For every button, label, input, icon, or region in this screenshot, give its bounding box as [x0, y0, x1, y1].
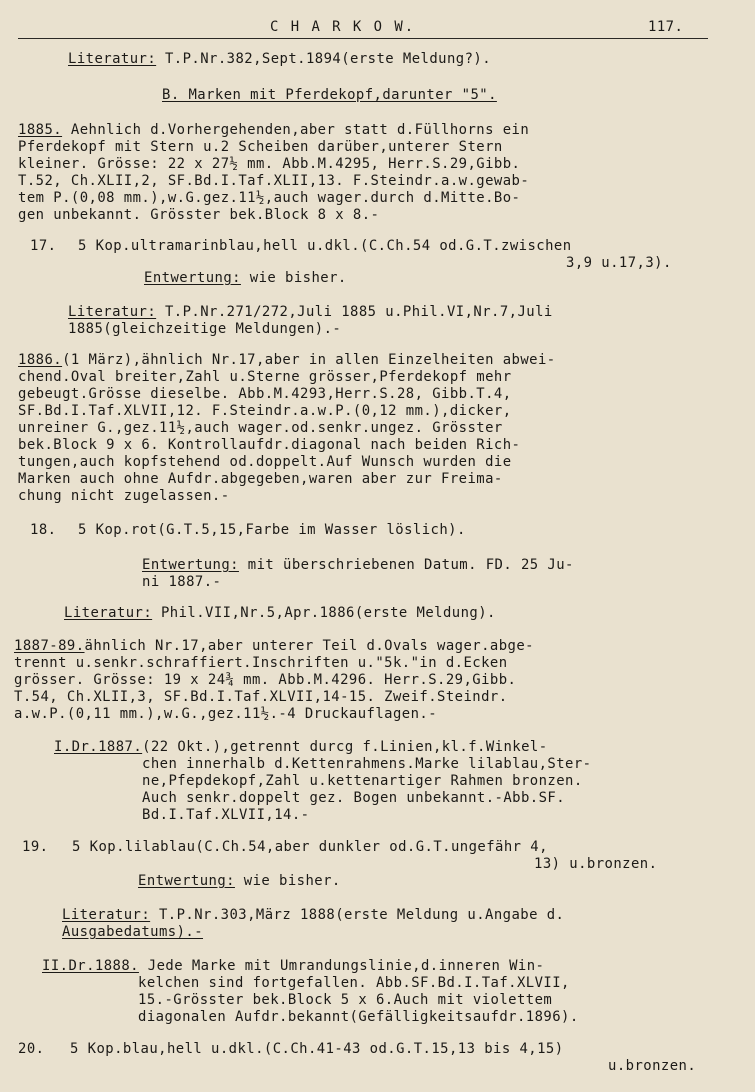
stamp-17-description: 5 Kop.ultramarinblau,hell u.dkl.(C.Ch.54 od.G.T.zwischen	[78, 238, 572, 254]
literature-2-cont: 1885(gleichzeitige Meldungen).-	[68, 321, 342, 337]
print-run-label: II.Dr.1888.	[42, 958, 139, 974]
stamp-19-cancellation: Entwertung: wie bisher.	[138, 873, 341, 889]
issue-1885-line-4: T.52, Ch.XLII,2, SF.Bd.I.Taf.XLII,13. F.Steindr.a.w.gewab-	[18, 173, 530, 189]
literature-label: Literatur:	[68, 304, 157, 320]
page-header-title: C H A R K O W.	[270, 19, 416, 35]
stamp-20-number: 20.	[18, 1041, 45, 1057]
issue-1886-line-2: chend.Oval breiter,Zahl u.Sterne grösser,Pferdekopf mehr	[18, 369, 512, 385]
stamp-19-description: 5 Kop.lilablau(C.Ch.54,aber dunkler od.G.T.ungefähr 4,	[72, 839, 548, 855]
section-heading: B. Marken mit Pferdekopf,darunter "5".	[162, 87, 497, 103]
literature-4-cont: Ausgabedatums).-	[62, 924, 204, 940]
stamp-17-number: 17.	[30, 238, 57, 254]
stamp-17-cancellation: Entwertung: wie bisher.	[144, 270, 347, 286]
issue-year: 1886.	[18, 352, 63, 368]
issue-1886-line-6: bek.Block 9 x 6. Kontrollaufdr.diagonal nach beiden Rich-	[18, 437, 521, 453]
stamp-18-description: 5 Kop.rot(G.T.5,15,Farbe im Wasser löslich).	[78, 522, 466, 538]
page-number: 117.	[648, 19, 684, 35]
literature-label: Literatur:	[64, 605, 153, 621]
print-run-2-line-1: II.Dr.1888. Jede Marke mit Umrandungslinie,d.inneren Win-	[42, 958, 545, 974]
print-run-1-line-1: I.Dr.1887.(22 Okt.),getrennt durcg f.Linien,kl.f.Winkel-	[54, 739, 548, 755]
stamp-17-description-cont: 3,9 u.17,3).	[566, 255, 672, 271]
issue-1886-line-5: unreiner G.,gez.11½,auch wager.od.senkr.ungez. Grösster	[18, 420, 503, 436]
print-run-1-line-3: ne,Pfepdekopf,Zahl u.kettenartiger Rahmen bronzen.	[142, 773, 583, 789]
cancellation-label: Entwertung:	[138, 873, 235, 889]
literature-4: Literatur: T.P.Nr.303,März 1888(erste Meldung u.Angabe d.	[62, 907, 565, 923]
issue-1887-line-1: 1887-89.ähnlich Nr.17,aber unterer Teil d.Ovals wager.abge-	[14, 638, 534, 654]
stamp-20-description: 5 Kop.blau,hell u.dkl.(C.Ch.41-43 od.G.T.15,13 bis 4,15)	[70, 1041, 564, 1057]
issue-1886-line-4: SF.Bd.I.Taf.XLVII,12. F.Steindr.a.w.P.(0,12 mm.),dicker,	[18, 403, 512, 419]
issue-1885-line-2: Pferdekopf mit Stern u.2 Scheiben darüber,unterer Stern	[18, 139, 503, 155]
header-rule	[18, 38, 708, 39]
issue-1885-line-1: 1885. Aehnlich d.Vorhergehenden,aber statt d.Füllhorns ein	[18, 122, 530, 138]
stamp-19-number: 19.	[22, 839, 49, 855]
issue-1885-line-3: kleiner. Grösse: 22 x 27½ mm. Abb.M.4295, Herr.S.29,Gibb.	[18, 156, 521, 172]
issue-1886-line-3: gebeugt.Grösse dieselbe. Abb.M.4293,Herr.S.28, Gibb.T.4,	[18, 386, 512, 402]
issue-1885-line-5: tem P.(0,08 mm.),w.G.gez.11½,auch wager.durch d.Mitte.Bo-	[18, 190, 521, 206]
issue-1886-line-7: tungen,auch kopfstehend od.doppelt.Auf Wunsch wurden die	[18, 454, 512, 470]
stamp-18-cancellation-cont: ni 1887.-	[142, 574, 222, 590]
issue-1886-line-8: Marken auch ohne Aufdr.abgegeben,waren aber zur Freima-	[18, 471, 503, 487]
literature-1	[68, 50, 491, 68]
issue-1887-line-4: T.54, Ch.XLII,3, SF.Bd.I.Taf.XLVII,14-15. Zweif.Steindr.	[14, 689, 508, 705]
issue-1887-line-3: grösser. Grösse: 19 x 24¾ mm. Abb.M.4296. Herr.S.29,Gibb.	[14, 672, 517, 688]
issue-1885-line-6: gen unbekannt. Grösster bek.Block 8 x 8.-	[18, 207, 380, 223]
stamp-18-cancellation: Entwertung: mit überschriebenen Datum. FD. 25 Ju-	[142, 557, 574, 573]
issue-year: 1887-89.	[14, 638, 85, 654]
literature-2: Literatur: T.P.Nr.271/272,Juli 1885 u.Phil.VI,Nr.7,Juli	[68, 304, 553, 320]
stamp-19-description-cont: 13) u.bronzen.	[534, 856, 658, 872]
issue-1887-line-5: a.w.P.(0,11 mm.),w.G.,gez.11½.-4 Druckauflagen.-	[14, 706, 438, 722]
issue-1887-line-2: trennt u.senkr.schraffiert.Inschriften u."5k."in d.Ecken	[14, 655, 508, 671]
print-run-label: I.Dr.1887.	[54, 739, 143, 755]
print-run-2-line-4: diagonalen Aufdr.bekannt(Gefälligkeitsaufdr.1896).	[138, 1009, 579, 1025]
print-run-1-line-2: chen innerhalb d.Kettenrahmens.Marke lilablau,Ster-	[142, 756, 592, 772]
print-run-2-line-2: kelchen sind fortgefallen. Abb.SF.Bd.I.Taf.XLVII,	[138, 975, 570, 991]
print-run-1-line-5: Bd.I.Taf.XLVII,14.-	[142, 807, 310, 823]
literature-3: Literatur: Phil.VII,Nr.5,Apr.1886(erste Meldung).	[64, 605, 496, 621]
print-run-1-line-4: Auch senkr.doppelt gez. Bogen unbekannt.-Abb.SF.	[142, 790, 566, 806]
print-run-2-line-3: 15.-Grösster bek.Block 5 x 6.Auch mit violettem	[138, 992, 553, 1008]
issue-1886-line-1: 1886.(1 März),ähnlich Nr.17,aber in allen Einzelheiten abwei-	[18, 352, 556, 368]
literature-text: T.P.Nr.382,Sept.1894(erste Meldung?).	[164, 51, 492, 67]
literature-label: Literatur:	[68, 51, 157, 67]
stamp-18-number: 18.	[30, 522, 57, 538]
issue-1886-line-9: chung nicht zugelassen.-	[18, 488, 230, 504]
stamp-20-description-cont: u.bronzen.	[608, 1058, 697, 1074]
issue-year: 1885.	[18, 122, 63, 138]
cancellation-label: Entwertung:	[142, 557, 239, 573]
cancellation-label: Entwertung:	[144, 270, 241, 286]
literature-label: Literatur:	[62, 907, 151, 923]
